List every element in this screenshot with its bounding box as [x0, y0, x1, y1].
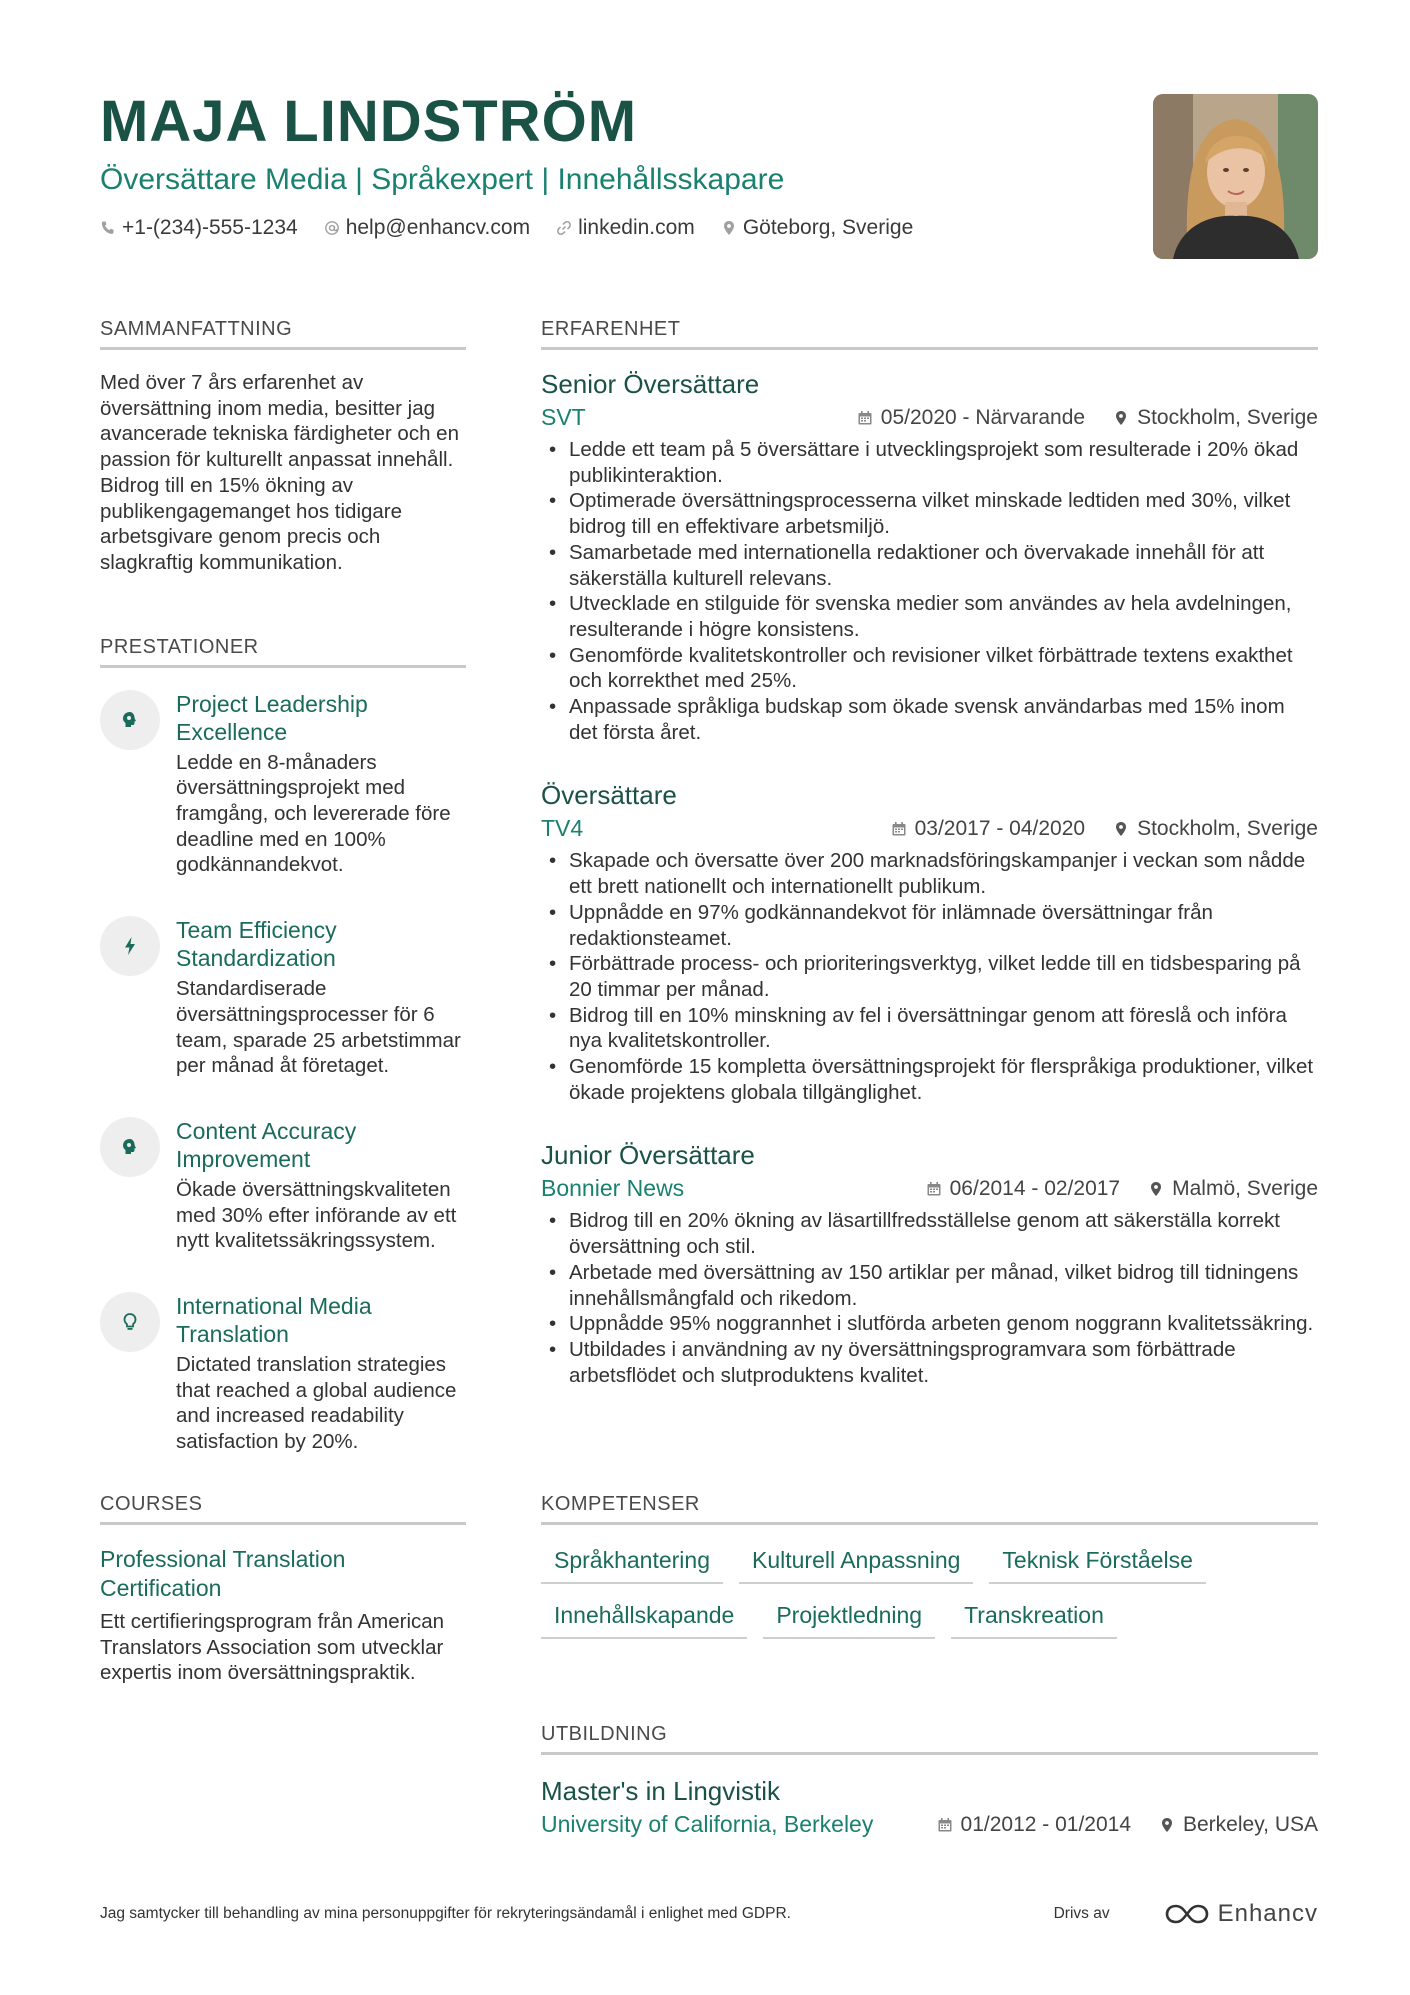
job-title: Översättare [541, 780, 677, 811]
location-pin-icon [1148, 1181, 1164, 1197]
link-icon [556, 220, 572, 236]
footer [100, 1900, 1318, 1928]
achievement-item [100, 690, 466, 879]
job-company: TV4 [541, 815, 584, 842]
job-location: Stockholm, Sverige [1113, 817, 1318, 841]
achievement-desc: Dictated translation strategies that reached a global audience and increased readability satisfaction by 20%. [176, 1353, 457, 1454]
job-bullet: • Bidrog till en 20% ökning av läsartillfredsställelse genom att säkerställa korrekt översättning och stil. [541, 1208, 1318, 1259]
brand-name: Enhancv [1217, 1900, 1318, 1927]
job-dates: 05/2020 - Närvarande [857, 406, 1085, 430]
job-location: Malmö, Sverige [1148, 1177, 1318, 1201]
achievement-title: Team Efficiency Standardization [176, 917, 337, 972]
phone-icon [100, 220, 116, 236]
job-bullet: • Optimerade översättningsprocesserna vilket minskade ledtiden med 30%, vilket bidrog till en effektivare arbetsmiljö. [541, 488, 1318, 539]
job-bullet: • Utbildades i användning av ny översättningsprogramvara som förbättrade arbetsflödet och slutproduktens kvalitet. [541, 1337, 1318, 1388]
job-location: Stockholm, Sverige [1113, 406, 1318, 430]
job-company: Bonnier News [541, 1175, 685, 1202]
job-bullets [541, 1208, 1318, 1388]
job-bullet: • Utvecklade en stilguide för svenska medier som användes av hela avdelningen, resulterande i högre konsistens. [541, 591, 1318, 642]
school-name: University of California, Berkeley [541, 1811, 874, 1837]
phone-text: +1-(234)-555-1234 [122, 216, 298, 239]
contact-row [100, 216, 1140, 240]
enhancv-logo[interactable] [1164, 1900, 1318, 1928]
calendar-icon [891, 821, 907, 837]
job-dates: 03/2017 - 04/2020 [891, 817, 1085, 841]
education-section [541, 1723, 1318, 1838]
job-bullets [541, 848, 1318, 1105]
education-heading: UTBILDNING [541, 1723, 1318, 1755]
achievement-desc: Ökade översättningskvaliteten med 30% efter införande av ett nytt kvalitetssäkringssystem. [176, 1177, 457, 1253]
job-bullets [541, 437, 1318, 745]
summary-text: Med över 7 års erfarenhet av översättning inom media, besitter jag avancerade tekniska färdigheter och en passion för kulturellt anpassat innehåll. Bidrog till en 15% ökning av publikengagemanget hos tidigare arbetsgivare genom precis och slagkraftig kommunikation. [100, 371, 459, 574]
lightbulb-icon [100, 1292, 160, 1352]
location-pin-icon [1113, 821, 1129, 837]
achievement-title: Project Leadership Excellence [176, 690, 368, 745]
left-column [100, 318, 466, 1686]
brain-icon [100, 1117, 160, 1177]
course-title: Professional Translation Certification [100, 1545, 346, 1601]
at-icon [324, 220, 340, 236]
job-bullet: • Förbättrade process- och prioriteringsverktyg, vilket ledde till en tidsbesparing på 20 timmar per månad. [541, 951, 1318, 1002]
degree-title: Master's in Lingvistik [541, 1776, 781, 1806]
job-title: Senior Översättare [541, 369, 760, 399]
job-bullet: • Anpassade språkliga budskap som ökade svensk användarbas med 15% inom det första året. [541, 694, 1318, 745]
powered-by-text: Drivs av [1053, 1905, 1110, 1922]
job-entry [541, 1139, 1318, 1388]
location-pin-icon [1159, 1817, 1175, 1833]
lightning-icon [100, 916, 160, 976]
profile-photo [1153, 94, 1318, 259]
right-column [541, 318, 1318, 1388]
job-bullet: • Ledde ett team på 5 översättare i utvecklingsprojekt som resulterade i 20% ökad publikinteraktion. [541, 437, 1318, 488]
gdpr-consent-text: Jag samtycker till behandling av mina personuppgifter för rekryteringsändamål i enlighet med GDPR. [100, 1905, 791, 1922]
calendar-icon [926, 1181, 942, 1197]
summary-heading: SAMMANFATTNING [100, 318, 466, 350]
achievement-title: International Media Translation [176, 1293, 372, 1348]
job-bullet: • Arbetade med översättning av 150 artiklar per månad, vilket bidrog till tidningens innehållsmångfald och rikedom. [541, 1260, 1318, 1311]
education-location: Berkeley, USA [1159, 1813, 1318, 1837]
achievement-item [100, 916, 466, 1079]
courses-heading: COURSES [100, 1493, 466, 1525]
skill-tag: Transkreation [951, 1602, 1117, 1639]
location-pin-icon [1113, 410, 1129, 426]
location-text: Göteborg, Sverige [742, 216, 914, 239]
experience-heading: ERFARENHET [541, 318, 1318, 350]
course-desc: Ett certifieringsprogram från American Translators Association som utvecklar expertis inom översättningspraktik. [100, 1609, 445, 1685]
achievements-heading: PRESTATIONER [100, 636, 466, 668]
skill-tag: Kulturell Anpassning [739, 1547, 973, 1584]
job-bullet: • Uppnådde 95% noggrannhet i slutförda arbeten genom noggrann kvalitetssäkring. [541, 1311, 1318, 1337]
candidate-headline: Översättare Media | Språkexpert | Innehållsskapare [100, 163, 785, 196]
job-company: SVT [541, 404, 586, 430]
location-pin-icon [721, 220, 737, 236]
contact-phone[interactable] [100, 216, 298, 240]
skills-heading: KOMPETENSER [541, 1493, 1318, 1525]
achievement-item [100, 1117, 466, 1254]
job-bullet: • Uppnådde en 97% godkännandekvot för inlämnade översättningar från redaktionsteamet. [541, 900, 1318, 951]
achievement-desc: Standardiserade översättningsprocesser för 6 team, sparade 25 arbetstimmar per månad åt företaget. [176, 977, 461, 1078]
job-title: Junior Översättare [541, 1140, 755, 1171]
skill-tag: Språkhantering [541, 1547, 723, 1584]
linkedin-text: linkedin.com [578, 216, 695, 239]
achievement-item [100, 1292, 466, 1455]
candidate-name: MAJA LINDSTRÖM [100, 89, 638, 154]
summary-section [100, 318, 466, 576]
brain-icon [100, 690, 160, 750]
job-entry [541, 779, 1318, 1105]
courses-section [100, 1493, 466, 1686]
skill-tag: Projektledning [763, 1602, 935, 1639]
skill-tag: Innehållskapande [541, 1602, 747, 1639]
calendar-icon [857, 410, 873, 426]
job-bullet: • Bidrog till en 10% minskning av fel i översättningar genom att föreslå och införa nya kvalitetskontroller. [541, 1003, 1318, 1054]
contact-email[interactable] [324, 216, 530, 240]
contact-linkedin[interactable] [556, 216, 695, 240]
job-bullet: • Skapade och översatte över 200 marknadsföringskampanjer i veckan som nådde ett brett nationellt och internationellt publikum. [541, 848, 1318, 899]
resume-header [100, 90, 1140, 240]
email-text: help@enhancv.com [345, 216, 531, 239]
achievement-title: Content Accuracy Improvement [176, 1117, 357, 1172]
skills-section [541, 1493, 1318, 1639]
skill-tag: Teknisk Förståelse [989, 1547, 1205, 1584]
contact-location [721, 216, 913, 240]
job-entry [541, 368, 1318, 745]
achievements-section [100, 636, 466, 1455]
achievement-desc: Ledde en 8-månaders översättningsprojekt med framgång, och levererade före deadline med en 100% godkännandekvot. [176, 750, 451, 877]
job-bullet: • Samarbetade med internationella redaktioner och övervakade innehåll för att säkerställa kulturell relevans. [541, 540, 1318, 591]
infinity-icon [1164, 1902, 1210, 1926]
education-dates: 01/2012 - 01/2014 [937, 1813, 1131, 1837]
job-bullet: • Genomförde 15 kompletta översättningsprojekt för flerspråkiga produktioner, vilket ökade projektens globala tillgänglighet. [541, 1054, 1318, 1105]
calendar-icon [937, 1817, 953, 1833]
job-bullet: • Genomförde kvalitetskontroller och revisioner vilket förbättrade textens exakthet och korrekthet med 25%. [541, 643, 1318, 694]
job-dates: 06/2014 - 02/2017 [926, 1177, 1120, 1201]
